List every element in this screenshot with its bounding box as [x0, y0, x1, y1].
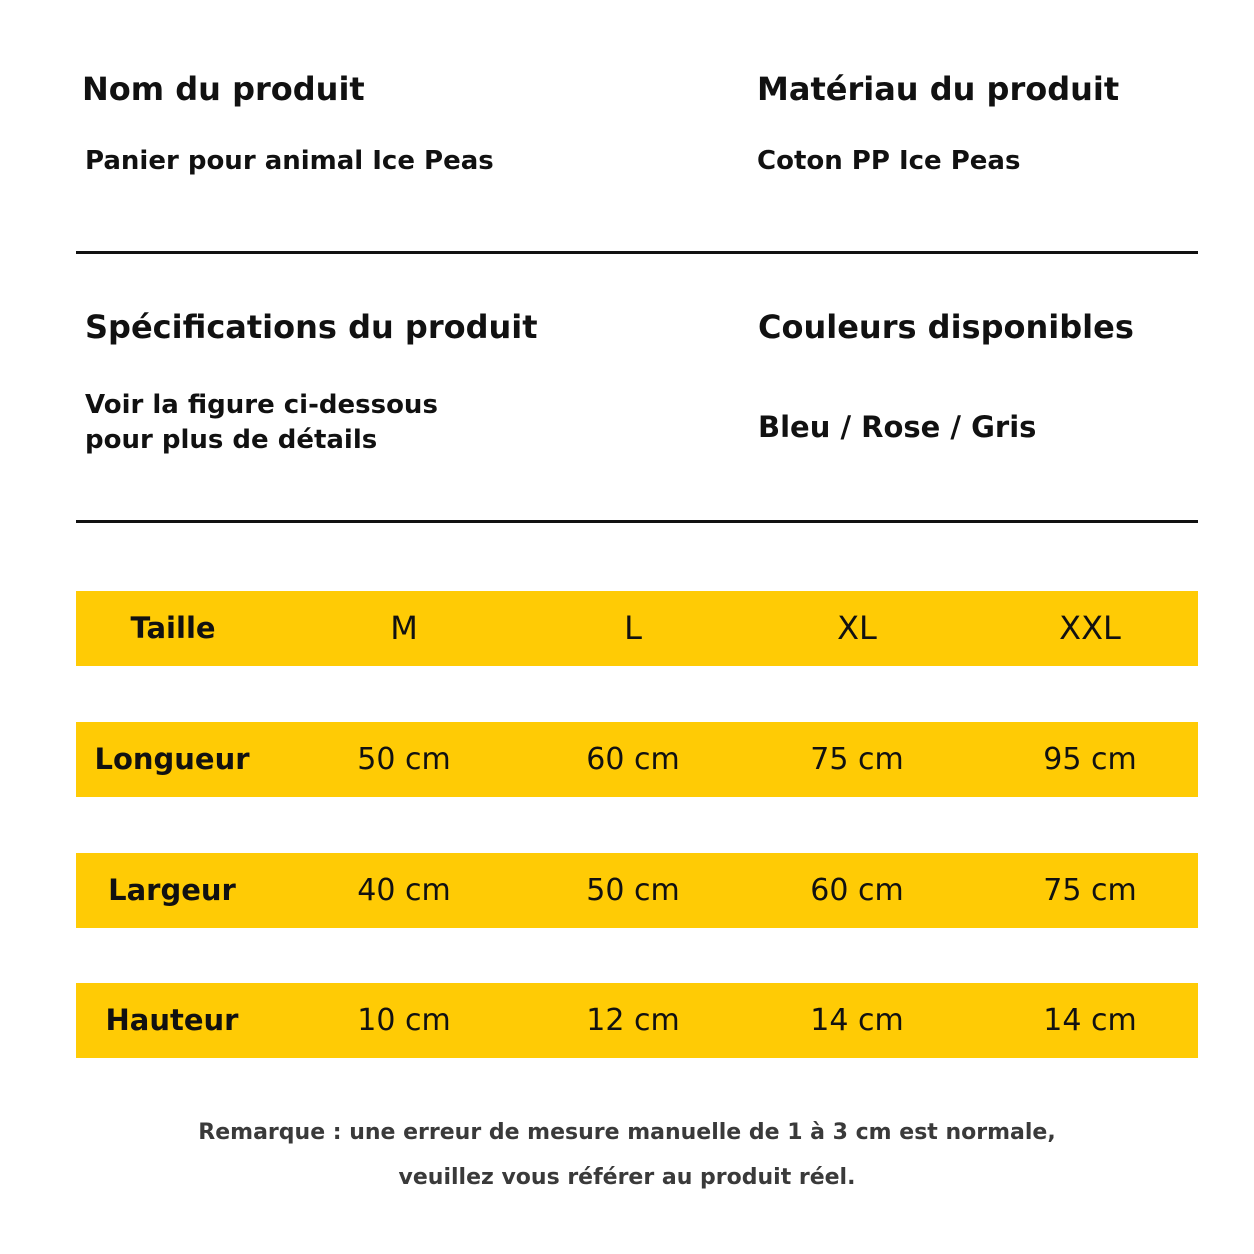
- size-cell: L: [624, 609, 642, 647]
- width-row: [76, 853, 1198, 928]
- length-label: Longueur: [94, 742, 250, 776]
- size-cell: XXL: [1059, 609, 1121, 647]
- divider-bottom: [76, 520, 1198, 523]
- product-material-value: Coton PP Ice Peas: [757, 146, 1021, 176]
- height-cell: 14 cm: [1043, 1003, 1137, 1038]
- height-cell: 12 cm: [586, 1003, 680, 1038]
- available-colors-heading: Couleurs disponibles: [758, 308, 1134, 346]
- height-row: [76, 983, 1198, 1058]
- width-label: Largeur: [108, 873, 236, 907]
- width-cell: 60 cm: [810, 873, 904, 908]
- product-name-heading: Nom du produit: [82, 70, 365, 108]
- length-cell: 60 cm: [586, 742, 680, 777]
- size-row: [76, 591, 1198, 666]
- height-cell: 14 cm: [810, 1003, 904, 1038]
- product-material-heading: Matériau du produit: [757, 70, 1120, 108]
- measurement-note-line2: veuillez vous référer au produit réel.: [398, 1165, 856, 1190]
- product-specs-heading: Spécifications du produit: [85, 308, 538, 346]
- product-name-value: Panier pour animal Ice Peas: [85, 146, 494, 176]
- width-cell: 50 cm: [586, 873, 680, 908]
- width-cell: 40 cm: [357, 873, 451, 908]
- width-cell: 75 cm: [1043, 873, 1137, 908]
- measurement-note-line1: Remarque : une erreur de mesure manuelle de 1 à 3 cm est normale,: [198, 1120, 1056, 1145]
- height-cell: 10 cm: [357, 1003, 451, 1038]
- size-label: Taille: [130, 611, 216, 645]
- size-cell: M: [390, 609, 418, 647]
- length-row: [76, 722, 1198, 797]
- length-cell: 75 cm: [810, 742, 904, 777]
- available-colors-value: Bleu / Rose / Gris: [758, 410, 1037, 444]
- divider-top: [76, 251, 1198, 254]
- product-specs-line1: Voir la figure ci-dessous: [85, 390, 438, 420]
- height-label: Hauteur: [105, 1003, 239, 1037]
- length-cell: 95 cm: [1043, 742, 1137, 777]
- length-cell: 50 cm: [357, 742, 451, 777]
- product-specs-line2: pour plus de détails: [85, 425, 378, 455]
- size-cell: XL: [837, 609, 877, 647]
